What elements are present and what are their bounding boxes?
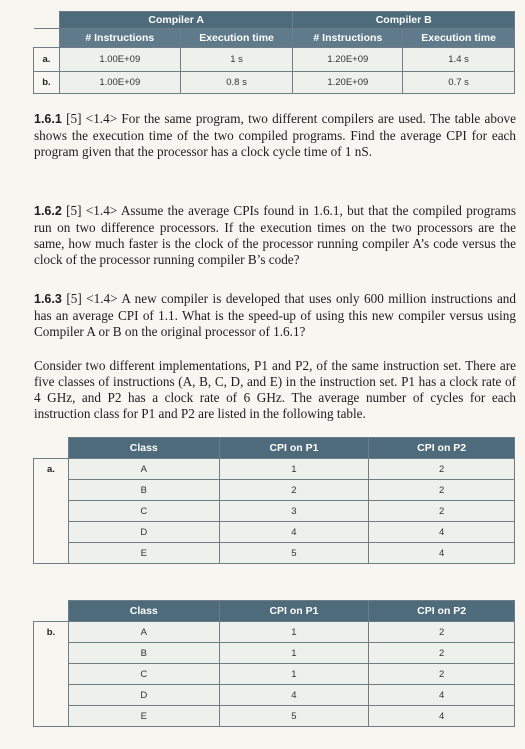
- table-cell: C: [68, 664, 219, 685]
- compiler-b-header: Compiler B: [293, 12, 515, 29]
- exercise-text: [5] <1.4> Assume the average CPIs found in 1.6.1, but that the compiled programs run on two difference processors. If the execution times on the two processors are the same, how much faster is the clock of the processor running compiler A’s code versus the clock of the processor running compiler B’s code?: [34, 203, 517, 267]
- table-cell: 4: [219, 685, 369, 706]
- table-cell: 4: [369, 522, 515, 543]
- compiler-a-header: Compiler A: [59, 12, 293, 29]
- col-header: CPI on P1: [219, 601, 369, 622]
- corner-cell: [34, 29, 60, 48]
- table-cell: A: [68, 459, 219, 480]
- col-header: CPI on P2: [369, 438, 515, 459]
- col-header: Class: [68, 601, 219, 622]
- col-header: Execution time: [180, 29, 293, 48]
- table-cell: 1.20E+09: [293, 48, 403, 72]
- table-cell: E: [68, 543, 219, 564]
- table-cell: 4: [369, 543, 515, 564]
- row-label: a.: [34, 48, 60, 72]
- table-cell: 1.00E+09: [59, 72, 180, 94]
- compiler-table: [33, 11, 515, 94]
- table-cell: 2: [369, 664, 515, 685]
- row-label: b.: [34, 622, 69, 727]
- table-cell: 1: [219, 459, 369, 480]
- table-cell: 2: [369, 622, 515, 643]
- table-cell: 2: [369, 480, 515, 501]
- table-cell: 2: [369, 643, 515, 664]
- table-row: [34, 501, 515, 522]
- table-cell: 5: [219, 706, 369, 727]
- exercise-1-6-2: [34, 203, 516, 268]
- table-cell: 1.4 s: [403, 48, 515, 72]
- exercise-text: [5] <1.4> A new compiler is developed that uses only 600 million instructions and has an average CPI of 1.1. What is the speed-up of using this new compiler versus using Compiler A or B on the original processor of 1.6.1?: [34, 291, 516, 339]
- exercise-number: 1.6.1: [34, 112, 62, 126]
- table-row: [34, 643, 515, 664]
- table-cell: 1: [219, 643, 369, 664]
- exercise-1-6-3: [34, 291, 516, 340]
- table-cell: 1: [219, 664, 369, 685]
- table-row: [34, 543, 515, 564]
- table-row: [34, 706, 515, 727]
- cpi-table-b: [33, 600, 515, 727]
- table-row: [34, 459, 515, 480]
- table-cell: B: [68, 480, 219, 501]
- table-cell: 4: [369, 685, 515, 706]
- table-cell: A: [68, 622, 219, 643]
- table-row: [34, 522, 515, 543]
- table-cell: 1: [219, 622, 369, 643]
- row-label: b.: [34, 72, 60, 94]
- table-cell: D: [68, 685, 219, 706]
- exercise-1-6-1: [34, 111, 516, 160]
- col-header: Execution time: [403, 29, 515, 48]
- col-header: # Instructions: [59, 29, 180, 48]
- corner-cell: [34, 12, 60, 29]
- col-header: CPI on P2: [369, 601, 515, 622]
- col-header: # Instructions: [293, 29, 403, 48]
- row-label: a.: [34, 459, 69, 564]
- table-cell: 4: [369, 706, 515, 727]
- table-row: [34, 72, 515, 94]
- table-cell: E: [68, 706, 219, 727]
- table-cell: 2: [369, 501, 515, 522]
- exercise-text: [5] <1.4> For the same program, two different compilers are used. The table above shows the execution time of the two compiled programs. Find the average CPI for each program given that the processor has a clock cycle time of 1 nS.: [34, 111, 517, 159]
- table-cell: 4: [219, 522, 369, 543]
- col-header: Class: [68, 438, 219, 459]
- table-cell: 1 s: [180, 48, 293, 72]
- corner-cell: [34, 601, 69, 622]
- table-cell: 3: [219, 501, 369, 522]
- cpi-table-a: [33, 437, 515, 564]
- table-cell: 2: [219, 480, 369, 501]
- table-cell: 0.7 s: [403, 72, 515, 94]
- table-cell: C: [68, 501, 219, 522]
- table-cell: D: [68, 522, 219, 543]
- table-cell: 1.20E+09: [293, 72, 403, 94]
- intro-paragraph: Consider two different implementations, P1 and P2, of the same instruction set. There are five classes of instructions (A, B, C, D, and E) in the instruction set. P1 has a clock rate of 4 GHz, and P2 has a clock rate of 6 GHz. The average number of cycles for each instruction class for P1 and P2 are listed in the following table.: [34, 358, 516, 421]
- table-row: [34, 48, 515, 72]
- col-header: CPI on P1: [219, 438, 369, 459]
- table-cell: 2: [369, 459, 515, 480]
- table-row: [34, 685, 515, 706]
- corner-cell: [34, 438, 69, 459]
- table-cell: 5: [219, 543, 369, 564]
- table-cell: 1.00E+09: [59, 48, 180, 72]
- table-row: [34, 664, 515, 685]
- exercise-number: 1.6.2: [34, 204, 62, 218]
- table-cell: B: [68, 643, 219, 664]
- table-row: [34, 622, 515, 643]
- table-cell: 0.8 s: [180, 72, 293, 94]
- table-row: [34, 480, 515, 501]
- exercise-number: 1.6.3: [34, 292, 62, 306]
